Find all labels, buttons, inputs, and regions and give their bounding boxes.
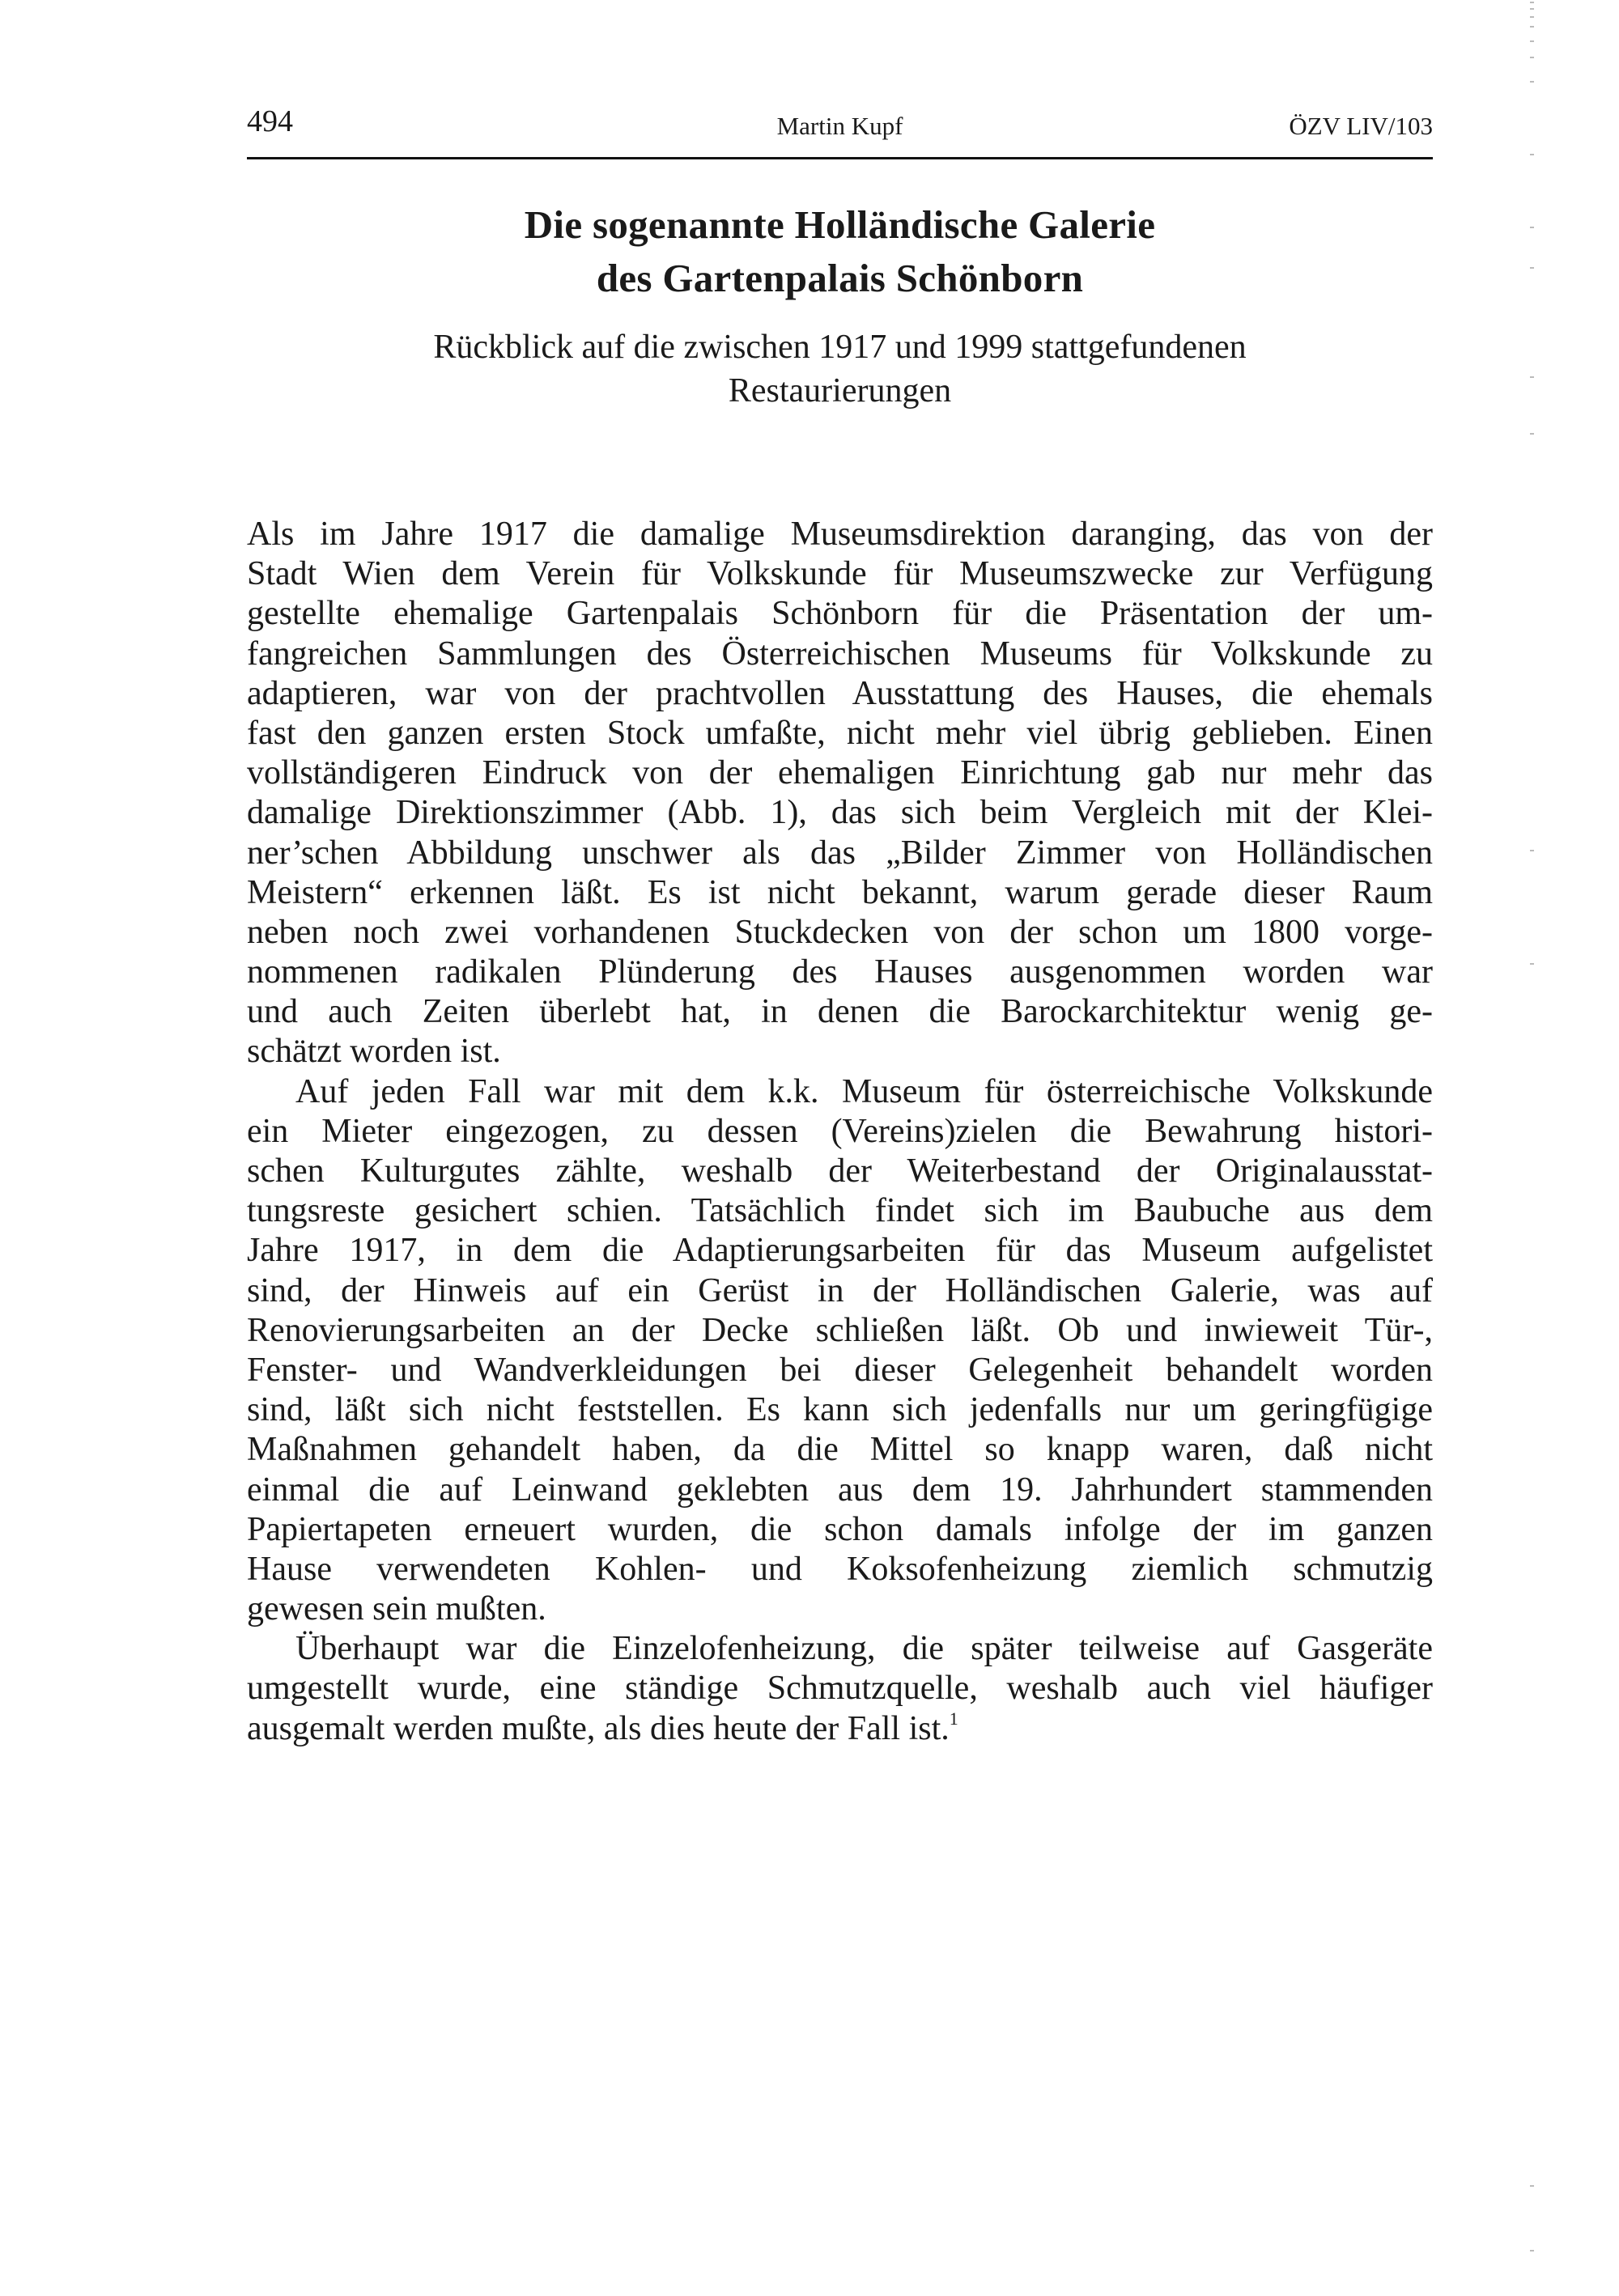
text-line: einmal die auf Leinwand geklebten aus dem 19. Jahrhundert stammenden (247, 1471, 1433, 1509)
text-line: schen Kulturgutes zählte, weshalb der Weiterbestand der Originalausstat- (247, 1152, 1433, 1190)
text-line: ausgemalt werden mußte, als dies heute der Fall ist. (247, 1709, 950, 1747)
scan-mark (1530, 2185, 1534, 2187)
title-line-1: Die sogenannte Holländische Galerie (524, 202, 1156, 247)
text-line: nommenen radikalen Plünderung des Hauses ausgenommen worden war (247, 953, 1433, 991)
subtitle-line-1: Rückblick auf die zwischen 1917 und 1999 stattgefundenen (433, 329, 1247, 366)
article-title (247, 198, 1433, 305)
scan-mark (1530, 26, 1534, 28)
scan-mark (1530, 433, 1534, 435)
scan-mark (1530, 57, 1534, 58)
text-line: vollständigeren Eindruck von der ehemaligen Einrichtung gab nur mehr das (247, 754, 1433, 792)
text-line: Renovierungsarbeiten an der Decke schließen läßt. Ob und inwieweit Tür-, (247, 1311, 1433, 1349)
text-line: ein Mieter eingezogen, zu dessen (Vereins)zielen die Bewahrung histori- (247, 1112, 1433, 1150)
scan-mark (1530, 227, 1534, 228)
running-head-author: Martin Kupf (776, 112, 903, 140)
header-rule (247, 157, 1433, 159)
scan-mark (1530, 2250, 1534, 2251)
scan-mark (1530, 154, 1534, 155)
text-line: ner’schen Abbildung unschwer als das „Bilder Zimmer von Holländischen (247, 834, 1433, 872)
paragraph-3 (247, 1629, 1433, 1749)
scan-edge-marks (1530, 0, 1535, 2296)
text-line: schätzt worden ist. (247, 1033, 501, 1071)
text-line: tungsreste gesichert schien. Tatsächlich findet sich im Baubuche aus dem (247, 1192, 1433, 1230)
title-line-2: des Gartenpalais Schönborn (596, 256, 1084, 300)
scan-mark (1530, 963, 1534, 965)
subtitle-line-2: Restaurierungen (728, 372, 952, 410)
scan-mark (1530, 376, 1534, 378)
text-line: gestellte ehemalige Gartenpalais Schönborn für die Präsentation der um- (247, 595, 1433, 633)
text-line: Hause verwendeten Kohlen- und Koksofenheizung ziemlich schmutzig (247, 1550, 1433, 1588)
paragraph-1 (247, 515, 1433, 1072)
text-line: fangreichen Sammlungen des Österreichischen Museums für Volkskunde zu (247, 634, 1433, 673)
scan-mark (1530, 850, 1534, 851)
text-line: gewesen sein mußten. (247, 1590, 546, 1628)
text-line: fast den ganzen ersten Stock umfaßte, nicht mehr viel übrig geblieben. Einen (247, 714, 1433, 752)
scan-mark (1530, 267, 1534, 269)
article-body (247, 515, 1433, 1749)
text-line: und auch Zeiten überlebt hat, in denen die Barockarchitektur wenig ge- (247, 993, 1433, 1031)
text-line: Meistern“ erkennen läßt. Es ist nicht bekannt, warum gerade dieser Raum (247, 873, 1433, 911)
scan-mark (1530, 81, 1534, 83)
text-line: Jahre 1917, in dem die Adaptierungsarbeiten für das Museum aufgelistet (247, 1232, 1433, 1270)
text-line: Maßnahmen gehandelt haben, da die Mittel so knapp waren, daß nicht (247, 1431, 1433, 1469)
scan-mark (1530, 2, 1534, 3)
footnote-reference[interactable]: 1 (949, 1708, 958, 1729)
scan-mark (1530, 8, 1534, 10)
text-line: damalige Direktionszimmer (Abb. 1), das sich beim Vergleich mit der Klei- (247, 794, 1433, 832)
paragraph-2 (247, 1072, 1433, 1630)
scan-mark (1530, 40, 1534, 42)
text-line: sind, läßt sich nicht feststellen. Es kann sich jedenfalls nur um geringfügige (247, 1391, 1433, 1429)
scan-mark (1530, 16, 1534, 18)
text-line: Papiertapeten erneuert wurden, die schon damals infolge der im ganzen (247, 1510, 1433, 1548)
text-line: Auf jeden Fall war mit dem k.k. Museum für österreichische Volkskunde (295, 1072, 1433, 1110)
text-line: neben noch zwei vorhandenen Stuckdecken von der schon um 1800 vorge- (247, 913, 1433, 951)
text-line: umgestellt wurde, eine ständige Schmutzquelle, weshalb auch viel häufiger (247, 1670, 1433, 1708)
text-line: adaptieren, war von der prachtvollen Ausstattung des Hauses, die ehemals (247, 674, 1433, 712)
text-line: Stadt Wien dem Verein für Volkskunde für Museumszwecke zur Verfügung (247, 555, 1433, 593)
text-line: Als im Jahre 1917 die damalige Museumsdirektion daranging, das von der (247, 516, 1433, 553)
article-subtitle (247, 325, 1433, 413)
page-number: 494 (247, 104, 293, 138)
text-line: sind, der Hinweis auf ein Gerüst in der Holländischen Galerie, was auf (247, 1271, 1433, 1309)
running-head-journal: ÖZV LIV/103 (1289, 112, 1433, 140)
text-line-with-footnote (247, 1709, 1433, 1749)
text-line: Fenster- und Wandverkleidungen bei dieser Gelegenheit behandelt worden (247, 1351, 1433, 1389)
running-head (247, 104, 1433, 139)
text-line: Überhaupt war die Einzelofenheizung, die später teilweise auf Gasgeräte (295, 1630, 1433, 1668)
